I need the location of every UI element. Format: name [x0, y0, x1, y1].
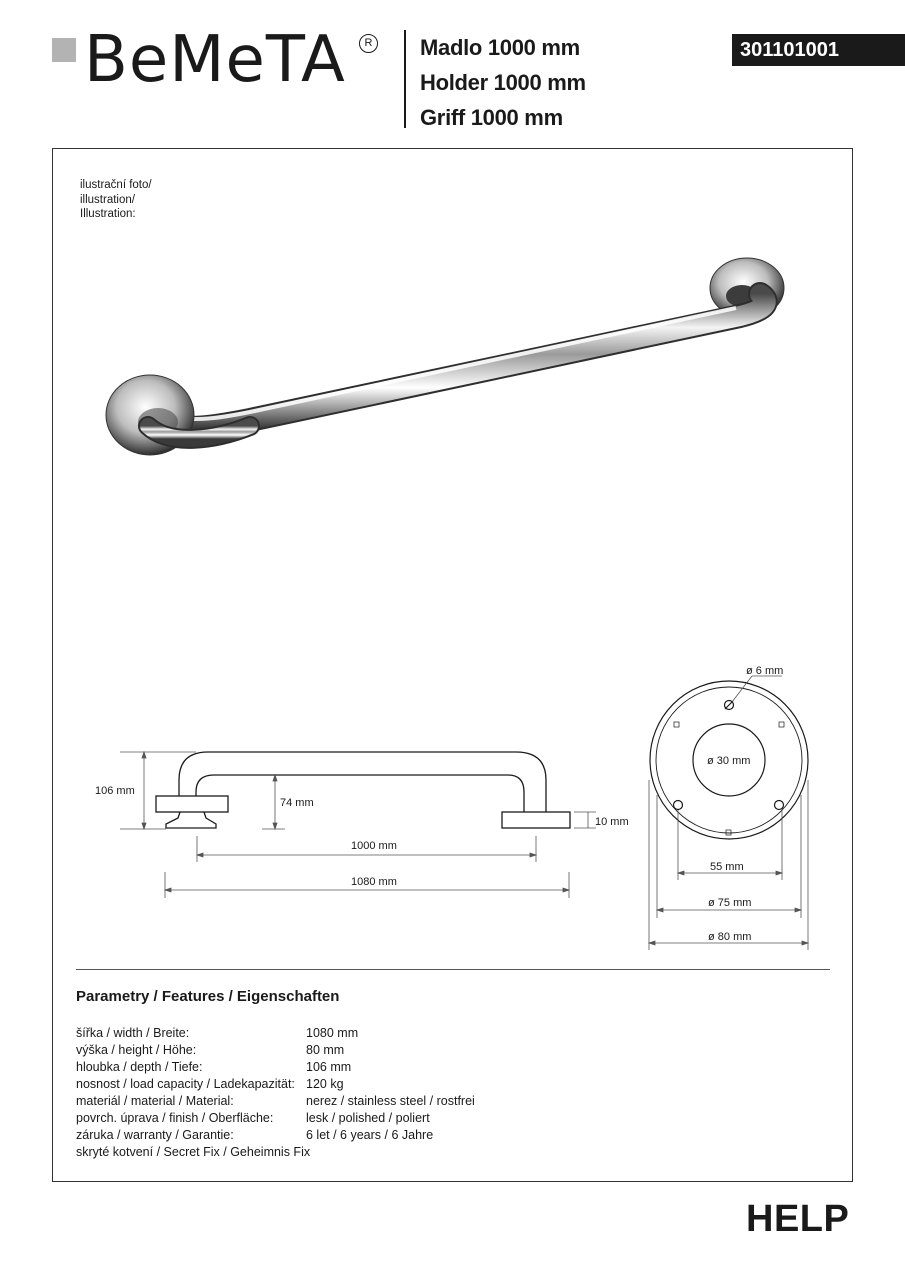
right-flange	[502, 812, 570, 828]
title-en: Holder 1000 mm	[420, 70, 586, 95]
feature-label: hloubka / depth / Tiefe:	[76, 1060, 203, 1074]
feature-label: nosnost / load capacity / Ladekapazität:	[76, 1077, 295, 1091]
feature-label: materiál / material / Material:	[76, 1094, 234, 1108]
dim-hole-spacing-label: 55 mm	[710, 861, 744, 873]
feature-value: 120 kg	[306, 1077, 344, 1091]
feature-value: 80 mm	[306, 1043, 345, 1057]
hole-right	[775, 801, 784, 810]
feature-label: povrch. úprava / finish / Oberfläche:	[76, 1111, 274, 1125]
dim-outer-label: ø 80 mm	[708, 931, 752, 943]
table-row	[76, 1026, 475, 1043]
table-row	[76, 1077, 475, 1094]
illustration-note-en: illustration/	[80, 193, 135, 206]
title-cz: Madlo 1000 mm	[420, 35, 580, 60]
product-code: 301101001	[732, 34, 905, 66]
dim-inner-label: 74 mm	[280, 797, 314, 809]
table-row	[76, 1043, 475, 1060]
table-row	[76, 1145, 475, 1162]
table-row	[76, 1111, 475, 1128]
illustration-note-cz: ilustrační foto/	[80, 179, 152, 191]
feature-label: záruka / warranty / Garantie:	[76, 1128, 234, 1142]
left-flange	[156, 796, 228, 812]
table-row	[76, 1094, 475, 1111]
features-table	[76, 1026, 475, 1162]
bar-outline-outer	[179, 752, 546, 812]
hole-left	[674, 801, 683, 810]
feature-value: lesk / polished / poliert	[306, 1111, 430, 1125]
table-row	[76, 1128, 475, 1145]
feature-label: výška / height / Höhe:	[76, 1043, 197, 1057]
brand-logo: BeMeTA	[84, 23, 346, 97]
section-divider	[76, 969, 830, 970]
feature-value: 1080 mm	[306, 1026, 359, 1040]
feature-value: 6 let / 6 years / 6 Jahre	[306, 1128, 434, 1142]
dim-overall-label: 1080 mm	[351, 876, 397, 888]
dim-hole-label: ø 6 mm	[746, 665, 784, 677]
dim-bore-label: ø 30 mm	[707, 755, 751, 767]
bar-outline-inner	[196, 775, 524, 812]
feature-label: skryté kotvení / Secret Fix / Geheimnis Fix	[76, 1145, 311, 1159]
feature-value: 106 mm	[306, 1060, 352, 1074]
feature-value: nerez / stainless steel / rostfrei	[306, 1094, 475, 1108]
features-title: Parametry / Features / Eigenschaften	[76, 988, 340, 1005]
side-view	[156, 752, 570, 828]
dim-height-label: 106 mm	[95, 785, 135, 797]
illustration-note-de: Illustration:	[80, 208, 136, 220]
dim-flange-label: 10 mm	[595, 816, 629, 828]
series-name: HELP	[746, 1198, 850, 1240]
dim-cover-label: ø 75 mm	[708, 897, 752, 909]
dim-centers-label: 1000 mm	[351, 840, 397, 852]
feature-label: šířka / width / Breite:	[76, 1026, 190, 1040]
table-row	[76, 1060, 475, 1077]
registered-mark: R	[359, 34, 378, 53]
title-de: Griff 1000 mm	[420, 105, 563, 130]
